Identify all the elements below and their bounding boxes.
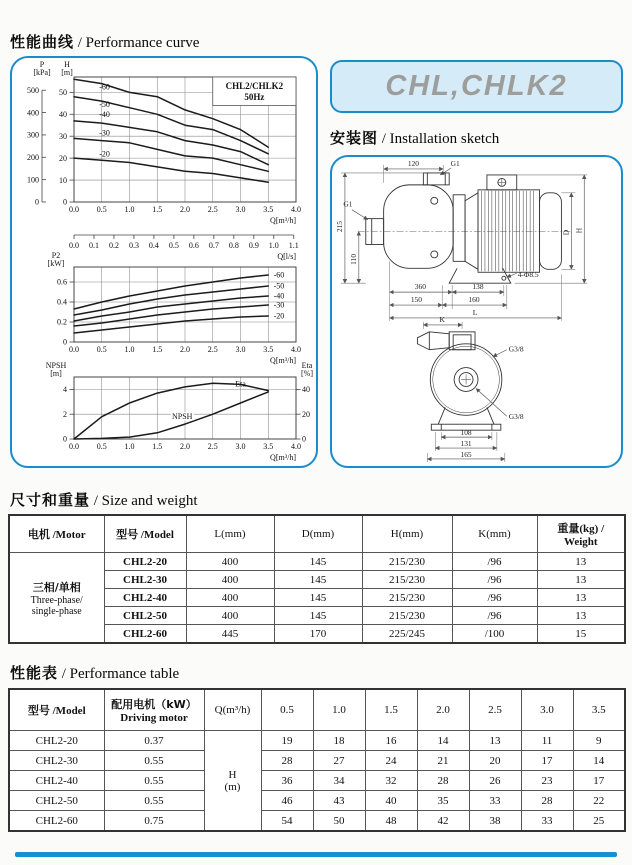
text-element: -40 [99,109,110,119]
perf-table-header-row [9,689,625,731]
cell: 9 [573,731,625,751]
text-element: 1.0 [124,205,135,214]
port-label-g38-bottom: G3/8 [508,412,524,422]
cell: /96 [452,589,537,607]
text-element: 0 [63,434,67,444]
polyline-element [74,286,268,315]
text-element: 1.5 [152,442,163,451]
cell: CHL2-30 [9,751,104,771]
cell: 13 [537,589,625,607]
cell: 0.55 [104,771,204,791]
cell: 0.55 [104,751,204,771]
col-header-q05: 0.5 [261,689,313,731]
dim-131: 131 [460,439,472,449]
div-element: H [228,768,237,781]
text-element: P [39,60,45,69]
col-header-q30: 3.0 [521,689,573,731]
dim-D: D [561,229,571,236]
cell: 28 [521,791,573,811]
dim-L: L [472,307,478,317]
cell: 215/230 [362,571,452,589]
div-element: 三相/单相 [32,580,81,594]
text-element: [m] [50,369,62,378]
rect-element [540,193,562,269]
text-element: 1.0 [268,241,279,250]
perf-table-row [9,811,625,832]
text-element: 0.3 [128,241,139,250]
cell: CHL2-60 [9,811,104,832]
text-element: -30 [273,300,285,310]
text-element: 0.4 [57,297,67,307]
dim-360: 360 [414,282,426,292]
heading-zh: 性能表 [10,664,59,682]
cell: 400 [186,589,274,607]
text-element: [%] [301,369,313,378]
cell: 17 [521,751,573,771]
perf-table-row [9,791,625,811]
cell: 14 [417,731,469,751]
text-element: 0.0 [69,442,79,451]
cell: 24 [365,751,417,771]
dim-138: 138 [472,282,484,292]
span-element: 配用电机（kW） [111,698,197,711]
performance-curves-chart [12,58,316,466]
col-header-flow: Q(m³/h) [204,689,261,731]
perf-table-row [9,731,625,751]
cell: 145 [274,571,362,589]
cell: 0.75 [104,811,204,832]
cell: 33 [469,791,521,811]
text-element: 0 [302,434,306,444]
cell: /96 [452,607,537,625]
cell: CHL2-20 [104,553,186,571]
port-label-g38-top: G3/8 [508,344,524,354]
line-element [438,407,445,424]
col-header-model [104,515,186,553]
port-label-g1-top: G1 [450,159,460,168]
cell: CHL2-30 [104,571,186,589]
heading-zh: 安装图 [330,129,379,147]
text-element: 0 [63,337,67,347]
cell: 26 [469,771,521,791]
text-element: [m] [61,68,73,77]
text-element: 4.0 [291,345,301,354]
perf-table-row [9,751,625,771]
col-header-D: D(mm) [274,515,362,553]
port-label-g1-left: G1 [343,199,353,209]
cell: CHL2-20 [9,731,104,751]
text-element: Q[m³/h] [270,356,296,365]
text-element: 0.9 [248,241,259,250]
size-table-header-row [9,515,625,553]
text-element: 0.6 [188,241,199,250]
cell: /100 [452,625,537,644]
text-element: Eta [235,379,246,389]
cell: 14 [573,751,625,771]
text-element: 0.4 [148,241,159,250]
cell: CHL2-50 [9,791,104,811]
section-heading-installation-sketch [330,127,499,148]
polyline-element [74,158,268,182]
span-element: /Model [138,529,174,541]
cell: 400 [186,571,274,589]
path-element [417,332,449,350]
cell: 19 [261,731,313,751]
text-element: 40 [302,385,310,395]
text-element: 3.0 [235,442,246,451]
text-element: 200 [27,152,39,162]
text-element: 0 [63,197,67,207]
cell: 215/230 [362,589,452,607]
cell: CHL2-40 [9,771,104,791]
text-element: P2 [51,251,61,260]
col-header-q10: 1.0 [313,689,365,731]
g-element [481,191,533,271]
cell: 33 [521,811,573,832]
col-header-weight [537,515,625,553]
text-element: Q[m³/h] [270,216,296,225]
performance-table [8,688,626,832]
text-element: 4.0 [291,442,301,451]
text-element: 0.5 [96,345,107,354]
cell: 28 [261,751,313,771]
installation-sketch-panel [330,155,623,468]
text-element: Q[l/s] [277,252,296,261]
cell: 0.37 [104,731,204,751]
text-element: 50 [59,88,67,98]
dim-holes: 4-Φ8.5 [517,270,539,280]
text-element: -20 [273,311,285,321]
text-element: 0.7 [208,241,219,250]
text-element: 0.5 [96,442,107,451]
text-element: 3.0 [235,205,246,214]
polyline-element [74,383,268,439]
span-element: 重量 [557,522,580,535]
motor-type-cell [9,553,104,644]
circle-element [431,197,438,204]
cell: 28 [417,771,469,791]
col-header-H: H(mm) [362,515,452,553]
text-element: 2.5 [207,442,218,451]
col-header-K: K(mm) [452,515,537,553]
col-header-model [9,689,104,731]
cell: 13 [537,571,625,589]
rect-element [384,185,454,268]
circle-element [502,276,506,280]
text-element: 2.0 [180,345,190,354]
text-element: NPSH [171,412,193,422]
cell: 54 [261,811,313,832]
perf-table-row [9,771,625,791]
cell: 16 [365,731,417,751]
text-element: 3.5 [263,205,274,214]
heading-zh: 性能曲线 [10,33,75,51]
cell: 21 [417,751,469,771]
text-element: 2.5 [207,205,218,214]
cell: 22 [573,791,625,811]
col-header-q25: 2.5 [469,689,521,731]
col-header-q20: 2.0 [417,689,469,731]
text-element: 30 [59,131,67,141]
text-element: 0.5 [168,241,179,250]
dim-150: 150 [410,295,422,305]
dim-160: 160 [468,295,480,305]
line-element [352,210,368,220]
text-element: 0.5 [96,205,107,214]
section-heading-performance-curve [10,31,199,52]
text-element: [kPa] [33,68,51,77]
cell: CHL2-40 [104,589,186,607]
cell: 400 [186,607,274,625]
text-element: 0.0 [69,345,79,354]
col-header-driving-motor [104,689,204,731]
cell: 145 [274,589,362,607]
text-element: 0.8 [228,241,239,250]
cell: 43 [313,791,365,811]
cell: 13 [537,553,625,571]
cell: 46 [261,791,313,811]
col-header-q15: 1.5 [365,689,417,731]
line-element [487,407,494,424]
text-element: 1.5 [152,345,163,354]
dim-K: K [439,314,445,324]
text-element: 1.0 [124,345,135,354]
cell: CHL2-50 [104,607,186,625]
text-element: NPSH [45,361,67,370]
col-header-motor [9,515,104,553]
footer-divider [15,852,617,857]
text-element: 0.1 [88,241,99,250]
div-element: (m) [224,780,241,793]
cell: 13 [469,731,521,751]
text-element: 0.6 [57,277,67,287]
cell: 35 [417,791,469,811]
cell: 42 [417,811,469,832]
span-element: (kg) / Weight [563,523,605,548]
text-element: 50Hz [244,92,265,102]
heading-en: / Installation sketch [378,131,500,147]
span-element: /Motor [49,529,86,541]
text-element: 1.0 [124,442,135,451]
cell: 15 [537,625,625,644]
path-element [449,268,511,283]
cell: 38 [469,811,521,832]
text-element: -40 [273,291,285,301]
size-weight-table [8,514,626,644]
text-element: 400 [27,108,39,118]
cell: 20 [469,751,521,771]
cell: /96 [452,571,537,589]
dim-108: 108 [460,428,472,438]
polyline-element [74,275,268,309]
text-element: 0.2 [108,241,119,250]
cell: CHL2-60 [104,625,186,644]
cell: 25 [573,811,625,832]
thead-element [9,515,625,553]
dim-165: 165 [460,449,472,459]
cell: 0.55 [104,791,204,811]
text-element: -50 [99,99,110,109]
tbody-element [9,731,625,832]
text-element: 0.2 [57,317,67,327]
cell: 145 [274,553,362,571]
cell: 48 [365,811,417,832]
model-title-box [330,60,623,113]
text-element: Q[m³/h] [270,453,296,462]
text-element: [kW] [47,259,65,268]
text-element: -60 [99,82,110,92]
text-element: 3.5 [263,345,274,354]
section-heading-performance-table [10,662,179,683]
text-element: 40 [59,109,67,119]
text-element: 2 [63,409,67,419]
cell: 34 [313,771,365,791]
cell: 32 [365,771,417,791]
dim-H: H [574,227,584,234]
cell: 23 [521,771,573,791]
size-table-row [9,553,625,571]
text-element: 4 [63,385,67,395]
cell: 13 [537,607,625,625]
dim-120: 120 [407,159,420,168]
text-element: 20 [302,409,310,419]
text-element: 4.0 [291,205,301,214]
cell: 11 [521,731,573,751]
circle-element [431,251,438,258]
text-element: -60 [273,270,285,280]
performance-curve-panel [10,56,318,468]
text-element: 10 [59,175,67,185]
text-element: CHL2/CHLK2 [225,81,284,91]
cell: 145 [274,607,362,625]
span-element: Driving motor [120,712,188,724]
text-element: -30 [99,128,110,138]
cell: /96 [452,553,537,571]
text-element: 0.0 [69,241,79,250]
polyline-element [74,316,268,333]
rect-element [453,335,471,350]
text-element: -20 [99,149,110,159]
cell: 225/245 [362,625,452,644]
installation-sketch-drawing [332,157,621,464]
text-element: 2.0 [180,442,190,451]
cell: 18 [313,731,365,751]
cell: 17 [573,771,625,791]
dim-110: 110 [348,253,358,265]
cell: 170 [274,625,362,644]
text-element: 2.0 [180,205,190,214]
text-element: 0.0 [69,205,79,214]
cell: 445 [186,625,274,644]
heading-zh: 尺寸和重量 [10,491,91,509]
heading-en: / Performance curve [74,35,200,51]
text-element: 3.5 [263,442,274,451]
text-element: 2.5 [207,345,218,354]
span-element: /Model [49,705,86,717]
path-element [465,193,478,269]
heading-en: / Size and weight [90,493,198,509]
text-element: H [64,60,70,69]
col-header-L: L(mm) [186,515,274,553]
line-element [493,350,507,357]
text-element: 100 [27,175,39,185]
div-element: Three-phase/ [30,594,83,606]
span-element: 型号 [27,704,50,717]
text-element: 300 [27,130,39,140]
cell: 215/230 [362,607,452,625]
cell: 50 [313,811,365,832]
tbody-element [9,553,625,644]
thead-element [9,689,625,731]
cell: 27 [313,751,365,771]
text-element: 20 [59,153,67,163]
cell: 36 [261,771,313,791]
text-element: 1.5 [152,205,163,214]
text-element: -50 [273,281,285,291]
span-element: 电机 [27,528,50,541]
heading-en: / Performance table [58,666,180,682]
cell: 400 [186,553,274,571]
col-header-q35: 3.5 [573,689,625,731]
text-element: Eta [301,361,313,370]
cell: 215/230 [362,553,452,571]
text-element: 0 [35,197,39,207]
model-title: CHL,CHLK2 [385,70,568,102]
cell: 40 [365,791,417,811]
text-element: 3.0 [235,345,246,354]
span-element: 型号 [116,528,139,541]
section-heading-size-weight [10,489,198,510]
line-element [507,273,517,277]
dim-215: 215 [334,221,344,233]
div-element: single-phase [31,605,82,617]
head-unit-cell [204,731,261,832]
text-element: 500 [27,85,39,95]
rect-element [453,195,465,262]
text-element: 1.1 [288,241,299,250]
